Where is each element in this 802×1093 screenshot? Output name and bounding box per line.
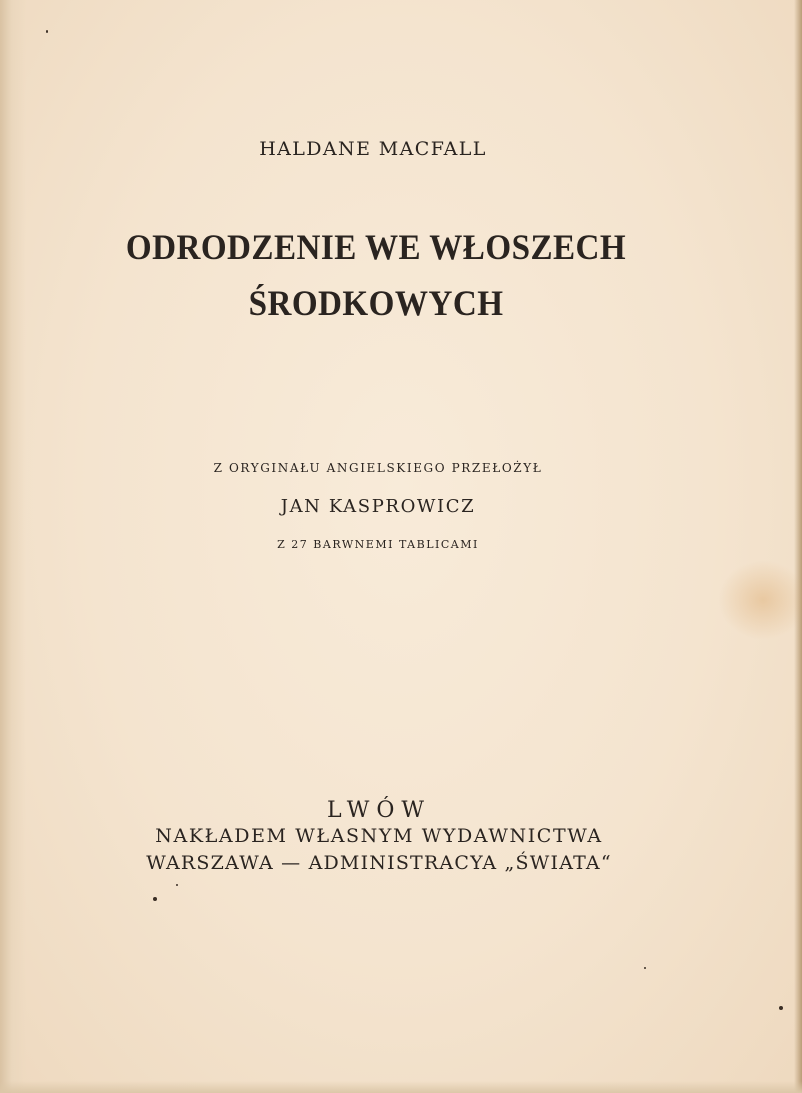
book-title-line-1: ODRODZENIE WE WŁOSZECH (125, 227, 627, 267)
plates-note: Z 27 BARWNEMI TABLICAMI (277, 538, 479, 551)
paper-stain (718, 560, 802, 640)
author-name: HALDANE MACFALL (259, 138, 487, 160)
ink-speck (176, 884, 178, 886)
ink-speck (779, 1006, 783, 1010)
page-edge (794, 0, 802, 1093)
book-title-line-2: ŚRODKOWYCH (248, 283, 504, 323)
administration-line: WARSZAWA — ADMINISTRACYA „ŚWIATA“ (146, 852, 612, 874)
publication-city: LWÓW (327, 798, 431, 823)
translator-name: JAN KASPROWICZ (280, 496, 476, 517)
publisher-line: NAKŁADEM WŁASNYM WYDAWNICTWA (155, 825, 603, 847)
bottom-edge (0, 1081, 802, 1093)
translation-note: Z ORYGINAŁU ANGIELSKIEGO PRZEŁOŻYŁ (213, 461, 543, 475)
ink-speck (153, 897, 157, 901)
ink-speck (46, 30, 48, 33)
ink-speck (644, 967, 646, 969)
